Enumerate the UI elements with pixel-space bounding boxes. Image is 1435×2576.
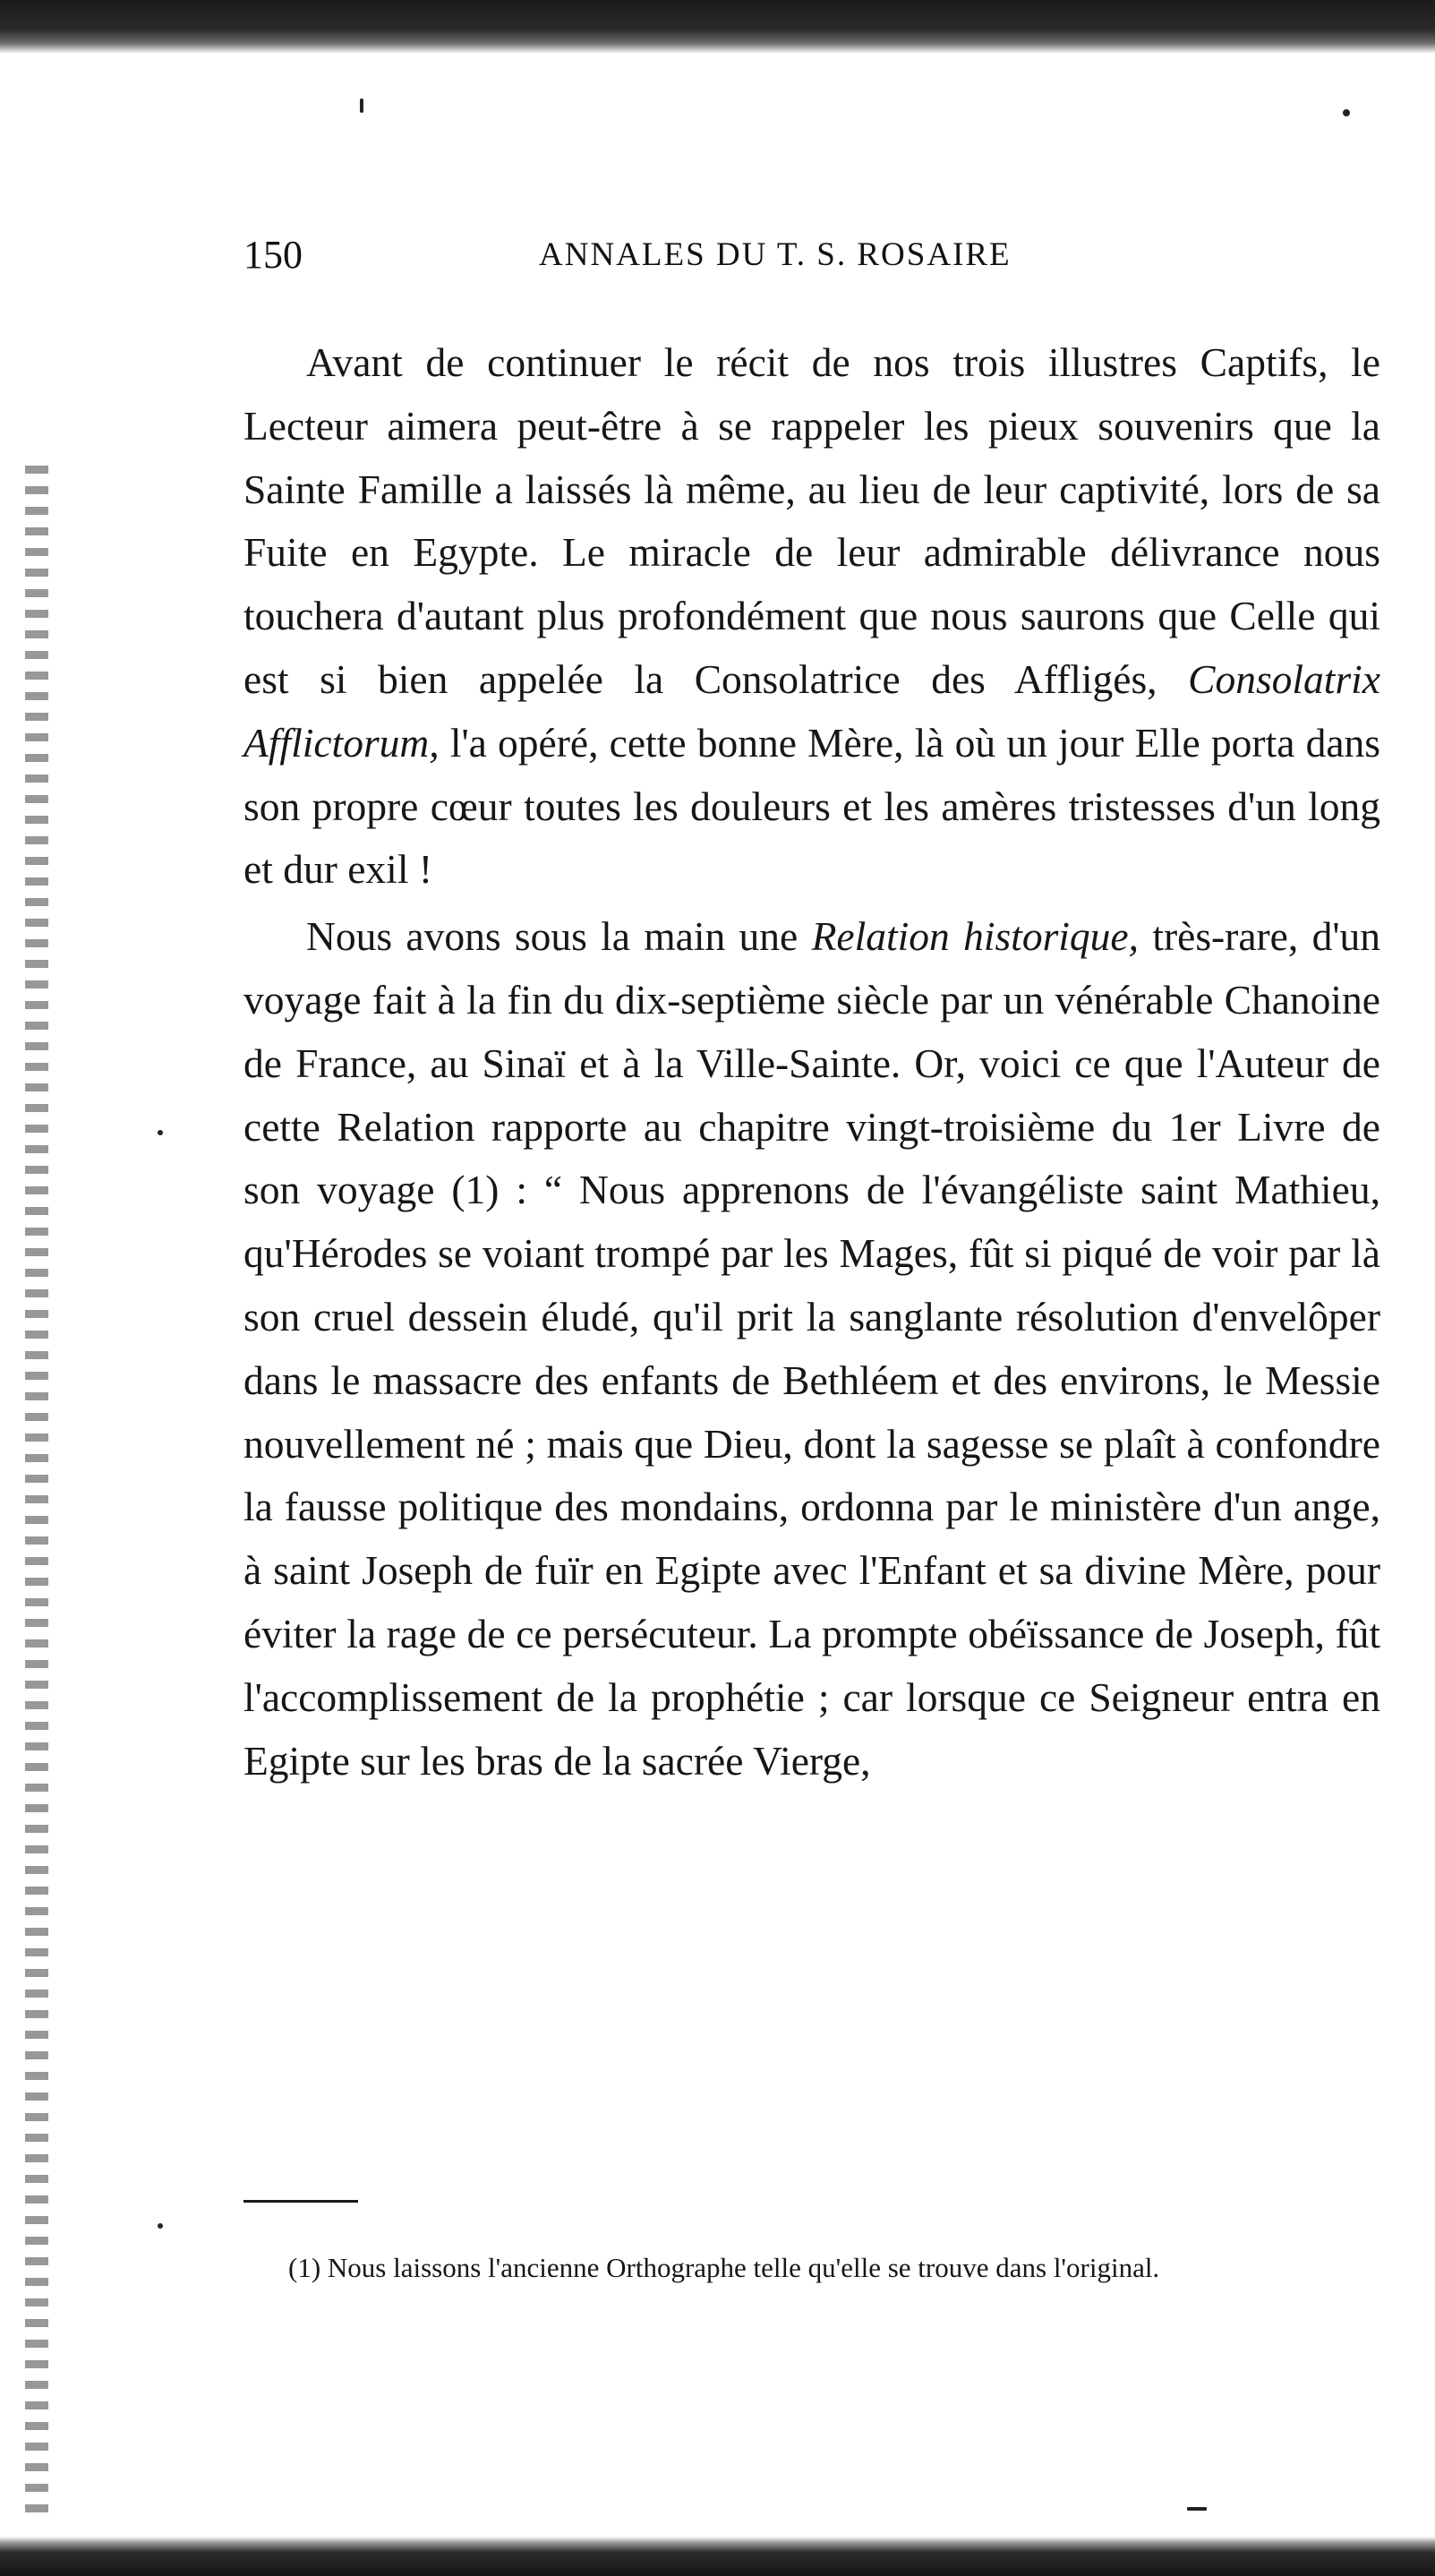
scan-speck	[1187, 2507, 1207, 2511]
italic-phrase: Relation historique,	[811, 913, 1139, 960]
scan-bottom-border	[0, 2537, 1435, 2576]
scan-speck	[158, 1130, 163, 1135]
paragraph-text: très-rare, d'un voyage fait à la fin du dix-septième siècle par un vénérable Chanoine de France, au Sinaï et à la Ville-Sainte. Or, voici ce que l'Auteur de cette Relation rapporte au chapitre vingt-troisième du 1er Livre de son voyage (1) : “ Nous apprenons de l'évangéliste saint Mathieu, qu'Hérodes se voiant trompé par les Mages, fût si piqué de voir par là son cruel dessein éludé, qu'il prit la sanglante résolution d'envelôper dans le massacre des enfants de Bethléem et des environs, le Messie nouvellement né ; mais que Dieu, dont la sagesse se plaît à confondre la fausse politique des mondains, ordonna par le ministère d'un ange, à saint Joseph de fuïr en Egipte avec l'Enfant et sa divine Mère, pour éviter la rage de ce persécuteur. La prompte obéïssance de Joseph, fût l'accomplissement de la prophétie ; car lorsque ce Seigneur entra en Egipte sur les bras de la sacrée Vierge,	[243, 913, 1381, 1784]
paragraph	[243, 905, 1380, 1793]
paragraph	[243, 331, 1380, 902]
scan-speck	[158, 2223, 163, 2229]
footnote: (1) Nous laissons l'ancienne Orthographe telle qu'elle se trouve dans l'original.	[288, 2252, 1160, 2283]
footnote-rule	[243, 2200, 358, 2203]
paragraph-text: l'a opéré, cette bonne Mère, là où un jour Elle porta dans son propre cœur toutes les douleurs et les amères tristesses d'un long et dur exil !	[243, 719, 1380, 893]
page-number: 150	[243, 233, 303, 277]
scan-speck	[360, 98, 363, 113]
paragraph-text: Avant de continuer le récit de nos trois illustres Captifs, le Lecteur aimera peut-être à se rappeler les pieux souvenirs que la Sainte Famille a laissés là même, au lieu de leur captivité, lors de sa Fuite en Egypte. Le miracle de leur admirable délivrance nous touchera d'autant plus profondément que nous saurons que Celle qui est si bien appelée la Consolatrice des Affligés,	[243, 339, 1380, 702]
scan-speck	[1343, 109, 1350, 116]
italic-phrase: Consolatrix Afflictorum,	[243, 655, 1380, 766]
scan-top-border	[0, 0, 1435, 54]
main-text	[243, 331, 1380, 1793]
page-header	[243, 228, 1380, 282]
paragraph-text: Nous avons sous la main une	[306, 913, 799, 960]
running-title: ANNALES DU T. S. ROSAIRE	[539, 236, 1012, 273]
scan-left-edge	[25, 466, 48, 2525]
